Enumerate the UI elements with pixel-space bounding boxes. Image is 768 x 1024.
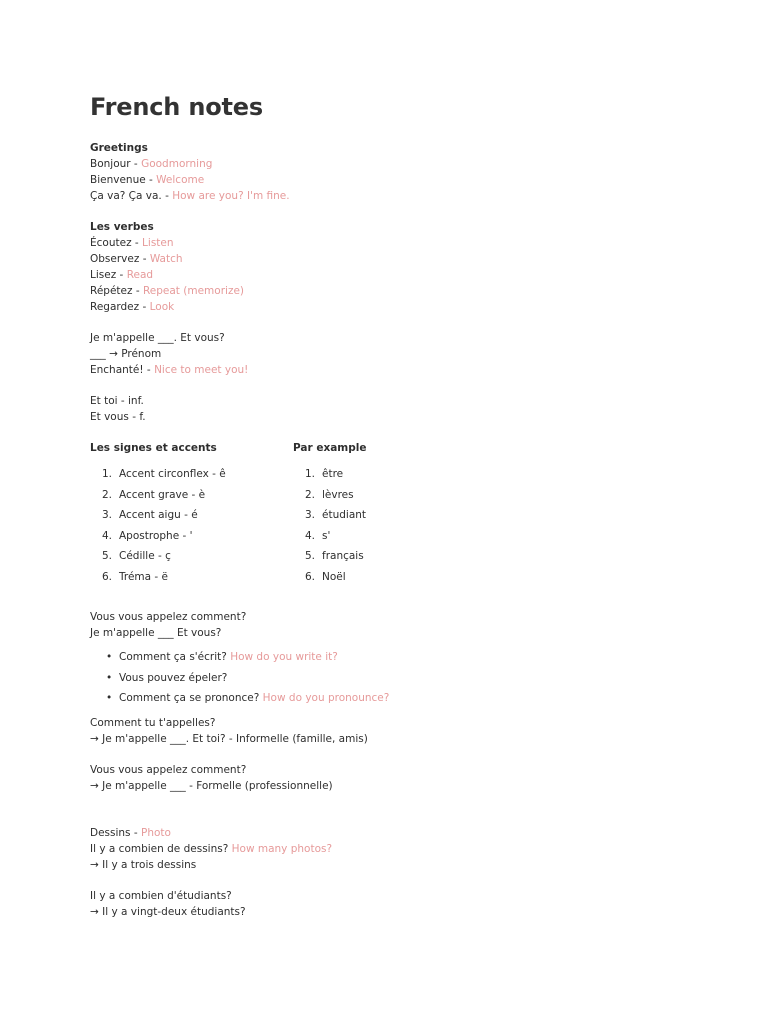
verb-line (90, 283, 768, 299)
example-item: étudiant (322, 509, 367, 521)
formality-section (90, 393, 768, 425)
formal-section (90, 762, 768, 794)
accents-column (90, 440, 293, 587)
greeting-line (90, 156, 768, 172)
bullet-french: Comment ça s'écrit? (119, 651, 231, 663)
verb-french: Lisez - (90, 269, 127, 281)
bullet-english: How do you write it? (230, 651, 338, 663)
example-item: Noël (322, 570, 346, 583)
dessins-line (90, 825, 768, 841)
verb-line (90, 251, 768, 267)
accent-item: Accent grave - è (119, 488, 206, 501)
list-item (90, 526, 293, 547)
verb-english: Listen (142, 237, 174, 249)
intro-line: Je m'appelle ___. Et vous? (90, 332, 225, 344)
list-item (90, 464, 293, 485)
list-item (293, 567, 496, 588)
list-number: 6. (101, 570, 112, 583)
formality-line: Et vous - f. (90, 411, 146, 423)
bullet-french: Vous pouvez épeler? (119, 671, 228, 684)
accent-item: Apostrophe - ' (119, 529, 193, 542)
intro-line (90, 362, 768, 378)
dessins-section (90, 825, 768, 873)
greeting-english: Welcome (156, 174, 205, 186)
list-number: 1. (304, 468, 315, 480)
list-item (90, 688, 768, 709)
verb-french: Regardez - (90, 301, 150, 313)
greeting-english: How are you? I'm fine. (172, 190, 290, 202)
examples-list (293, 464, 496, 587)
spelling-line: Vous vous appelez comment? (90, 611, 247, 623)
verb-english: Look (149, 301, 175, 313)
students-section (90, 888, 768, 920)
verb-line (90, 267, 768, 283)
dessins-english: How many photos? (231, 842, 333, 855)
verbs-heading: Les verbes (90, 221, 154, 233)
dessins-line (90, 841, 768, 857)
list-item (293, 526, 496, 547)
list-item (293, 546, 496, 567)
dessins-line: → Il y a trois dessins (90, 858, 197, 871)
accent-item: Accent aigu - é (119, 509, 198, 521)
informal-section (90, 715, 768, 747)
list-item (90, 647, 768, 668)
list-item (293, 485, 496, 506)
examples-heading: Par example (293, 442, 367, 454)
intro-english: Nice to meet you! (154, 364, 249, 376)
formal-line: → Je m'appelle ___ - Formelle (professionnelle) (90, 779, 333, 792)
spelling-section (90, 609, 768, 709)
verb-line (90, 299, 768, 315)
students-line: Il y a combien d'étudiants? (90, 889, 232, 902)
verb-line (90, 235, 768, 251)
formality-line: Et toi - inf. (90, 395, 144, 407)
accent-item: Tréma - ë (119, 570, 169, 583)
greeting-line (90, 188, 768, 204)
greetings-section (90, 140, 768, 204)
accents-list (90, 464, 293, 587)
example-item: s' (322, 529, 331, 542)
bullet-french: Comment ça se prononce? (119, 692, 263, 704)
list-number: 4. (101, 529, 112, 542)
greeting-english: Goodmorning (141, 158, 213, 170)
verb-french: Écoutez - (90, 237, 143, 249)
accents-section (90, 440, 768, 587)
verb-french: Observez - (90, 253, 150, 265)
examples-column (293, 440, 496, 587)
dessins-french: Dessins - (90, 826, 141, 839)
formal-line: Vous vous appelez comment? (90, 763, 247, 776)
example-item: être (322, 468, 344, 480)
students-line: → Il y a vingt-deux étudiants? (90, 905, 246, 918)
greetings-heading: Greetings (90, 142, 148, 154)
list-item (90, 485, 293, 506)
dessins-french: Il y a combien de dessins? (90, 842, 232, 855)
list-item (293, 464, 496, 485)
verb-english: Read (126, 269, 154, 281)
list-item (90, 567, 293, 588)
greeting-french: Bonjour - (90, 158, 142, 170)
list-number: 2. (304, 488, 315, 501)
list-number: 5. (304, 550, 315, 562)
dessins-english: Photo (141, 826, 171, 839)
list-number: 3. (101, 509, 112, 521)
spelling-bullets (90, 647, 768, 709)
list-item (90, 505, 293, 526)
accents-heading: Les signes et accents (90, 442, 217, 454)
accent-item: Accent circonflex - ê (119, 468, 226, 480)
example-item: lèvres (322, 488, 354, 501)
example-item: français (322, 550, 364, 562)
list-item (293, 505, 496, 526)
informal-line: Comment tu t'appelles? (90, 716, 216, 729)
bullet-english: How do you pronounce? (262, 692, 390, 704)
verb-english: Repeat (memorize) (142, 285, 245, 297)
list-number: 2. (101, 488, 112, 501)
intro-line: ___ → Prénom (90, 348, 162, 360)
intro-section (90, 330, 768, 378)
list-number: 3. (304, 509, 315, 521)
page-title: French notes (90, 93, 263, 121)
spelling-line: Je m'appelle ___ Et vous? (90, 627, 222, 639)
list-number: 4. (304, 529, 315, 542)
informal-line: → Je m'appelle ___. Et toi? - Informelle (famille, amis) (90, 732, 368, 745)
greeting-french: Bienvenue - (90, 174, 157, 186)
greeting-line (90, 172, 768, 188)
list-number: 5. (101, 550, 112, 562)
verb-french: Répétez - (90, 285, 143, 297)
verbs-section (90, 219, 768, 315)
list-item (90, 668, 768, 689)
list-item (90, 546, 293, 567)
accent-item: Cédille - ç (119, 550, 171, 562)
intro-french: Enchanté! - (90, 364, 155, 376)
list-number: 1. (101, 468, 112, 480)
greeting-french: Ça va? Ça va. - (90, 190, 173, 202)
list-number: 6. (304, 570, 315, 583)
verb-english: Watch (149, 253, 183, 265)
